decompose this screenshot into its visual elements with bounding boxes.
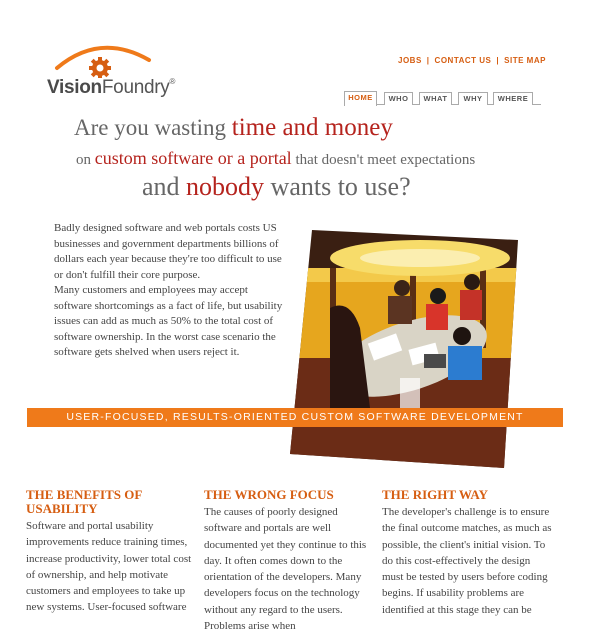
wrong-focus-column — [204, 488, 374, 634]
tagline-banner: USER-FOCUSED, RESULTS-ORIENTED CUSTOM SOFTWARE DEVELOPMENT — [27, 408, 563, 427]
logo-arc-icon — [45, 38, 165, 78]
benefits-heading: THE BENEFITS OF USABILITY — [26, 487, 142, 516]
intro-paragraph: Badly designed software and web portals costs US businesses and government departments billions of dollars each year because they're too difficult to use or don't fulfill their core purpose. — [54, 222, 282, 281]
site-map-link[interactable]: SITE MAP — [504, 56, 546, 65]
headline-emphasis: custom software or a portal — [94, 148, 292, 168]
right-way-column — [382, 488, 552, 618]
headline-text: wants to use? — [264, 172, 411, 201]
headline-line-3 — [142, 172, 411, 202]
headline-text: that doesn't meet expectations — [291, 152, 476, 168]
tab-what[interactable]: WHAT — [419, 92, 452, 105]
headline-emphasis: nobody — [186, 172, 265, 201]
link-separator: | — [426, 56, 430, 65]
logo-wordmark[interactable] — [47, 77, 175, 99]
logo-name-bold: Vision — [47, 77, 102, 98]
headline-text: on — [76, 152, 95, 168]
registered-mark: ® — [169, 77, 176, 86]
tab-who[interactable]: WHO — [384, 92, 413, 105]
tab-home[interactable]: HOME — [344, 91, 377, 106]
headline-text: and — [142, 172, 187, 201]
intro-paragraph: Many customers and employees may accept software shortcomings as a fact of life, but usability issues can add as much as 50% to the total cost of software ownership. In the worst case scenario the software gets shelved when users reject it. — [54, 284, 283, 358]
contact-us-link[interactable]: CONTACT US — [434, 56, 492, 65]
headline-line-1 — [74, 114, 393, 142]
right-way-text: The developer's challenge is to ensure the final outcome matches, as much as possible, the client's initial vision. To do this cost-effectively the design must be tested by users before coding begins. If usability problems are identified at this stage they can be — [382, 506, 552, 616]
hero-illustration — [290, 228, 518, 468]
benefits-column — [26, 488, 196, 616]
wrong-focus-text: The causes of poorly designed software and portals are well documented yet they continue to this day. It often comes down to the orientation of the developers. Many developers focus on the technology without any regard to the users. Problems arise when — [204, 506, 367, 633]
benefits-text: Software and portal usability improvements reduce training times, increase productivity, lower total cost of ownership, and help motivate customers and employees to take up new systems. User-focused software — [26, 520, 192, 614]
headline-line-2 — [76, 148, 475, 169]
intro-text — [54, 221, 286, 361]
logo-name-rest: Foundry — [101, 77, 170, 98]
link-separator: | — [496, 56, 500, 65]
headline-text: Are you wasting — [74, 115, 232, 140]
headline-emphasis: time and money — [231, 114, 393, 141]
utility-links — [398, 56, 546, 65]
jobs-link[interactable]: JOBS — [398, 56, 422, 65]
tab-why[interactable]: WHY — [458, 92, 488, 105]
tab-where[interactable]: WHERE — [493, 92, 533, 105]
wrong-focus-heading: THE WRONG FOCUS — [204, 487, 334, 502]
right-way-heading: THE RIGHT WAY — [382, 487, 488, 502]
meeting-illustration — [290, 228, 518, 468]
